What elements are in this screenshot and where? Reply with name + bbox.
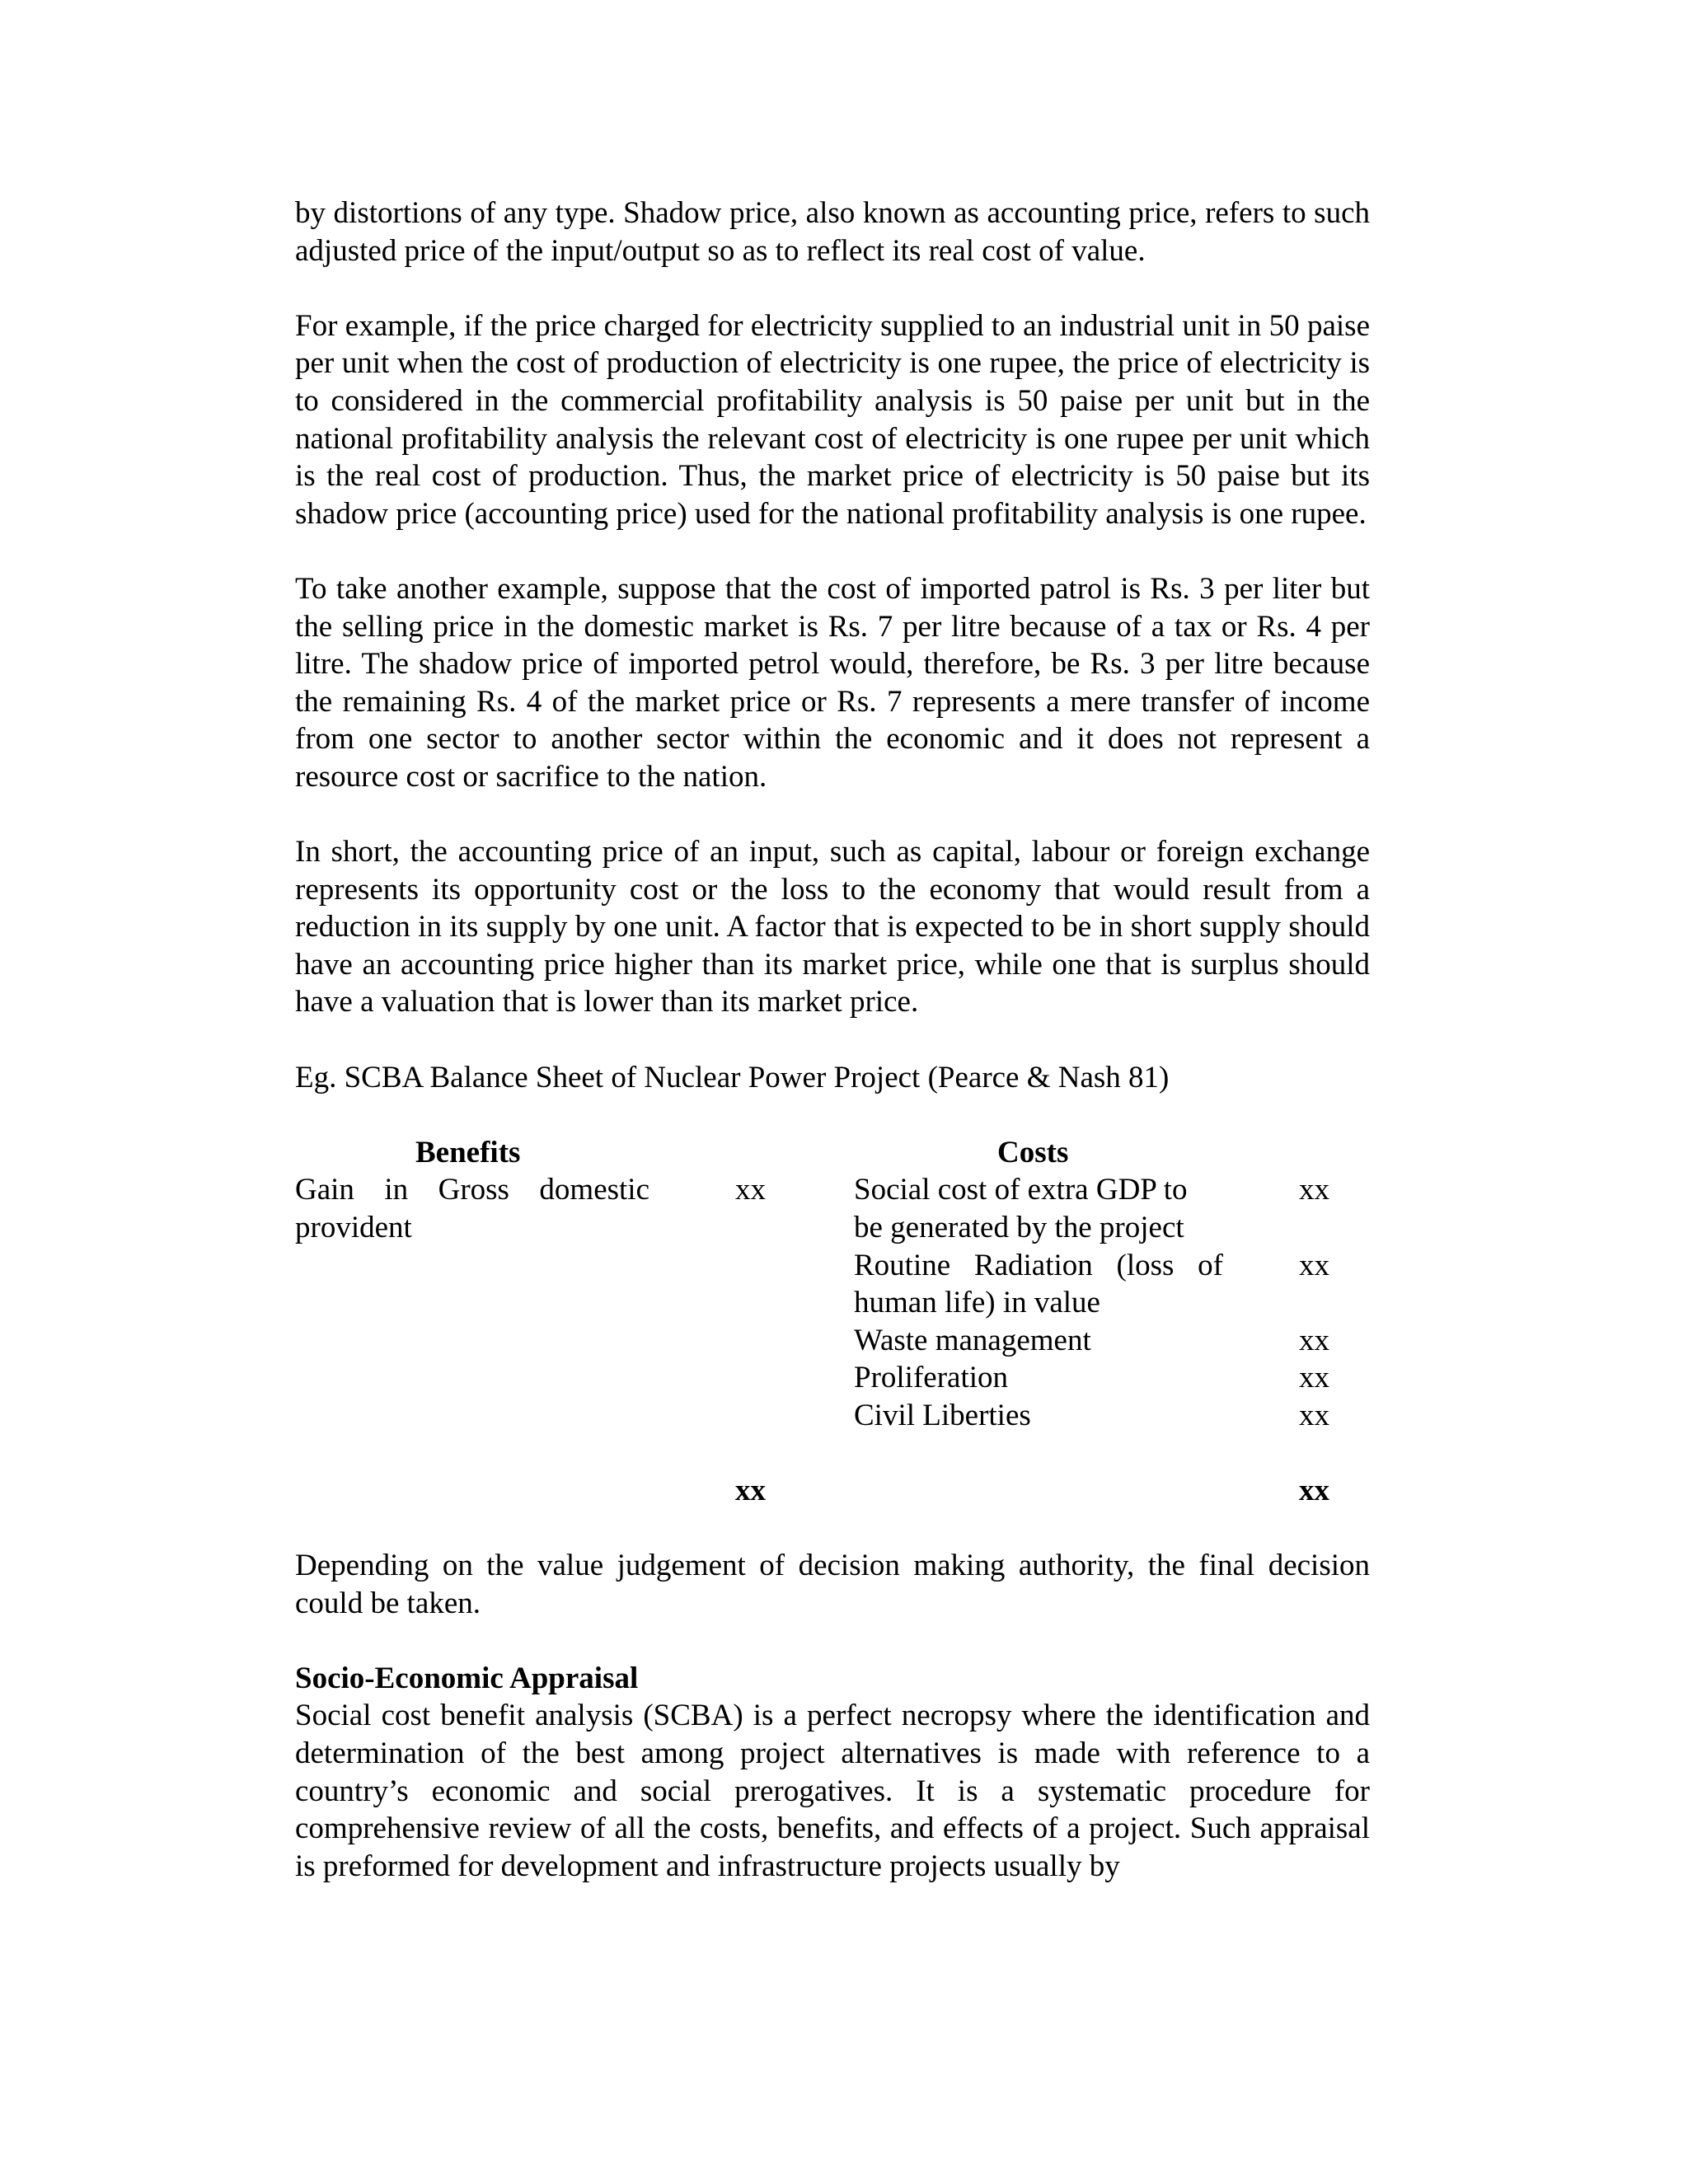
cost-item-social-cost-line1: Social cost of extra GDP to — [854, 1173, 1188, 1207]
cost-item-proliferation: Proliferation — [854, 1361, 1009, 1395]
cost-value-proliferation: xx — [1299, 1361, 1329, 1395]
paragraph-scba-definition: Social cost benefit analysis (SCBA) is a perfect necropsy where the identification and determination of the best among project alternatives is made with reference to a country’s economic and social prerogatives. It is a systematic procedure for comprehensive review of all the costs, benefits, and effects of a project. Such appraisal is preformed for development and infrastructure projects usually by — [295, 1699, 1370, 1883]
paragraph-electricity-example: For example, if the price charged for electricity supplied to an industrial unit in 50 paise per unit when the cost of production of electricity is one rupee, the price of electricity is to considered in the commercial profitability analysis is 50 paise per unit but in the national profitability analysis the relevant cost of electricity is one rupee per unit which is the real cost of production. Thus, the market price of electricity is 50 paise but its shadow price (accounting price) used for the national profitability analysis is one rupee. — [295, 308, 1370, 531]
paragraph-petrol-example: To take another example, suppose that the cost of imported patrol is Rs. 3 per liter but the selling price in the domestic market is Rs. 7 per litre because of a tax or Rs. 4 per litre. The shadow price of imported petrol would, therefore, be Rs. 3 per litre because the remaining Rs. 4 of the market price or Rs. 7 represents a mere transfer of income from one sector to another sector within the economic and it does not represent a resource cost or sacrifice to the nation. — [295, 571, 1370, 794]
cost-item-civil-liberties: Civil Liberties — [854, 1399, 1031, 1433]
benefit-item-line2: provident — [295, 1211, 412, 1245]
paragraph-accounting-price-summary: In short, the accounting price of an input, such as capital, labour or foreign exchange represents its opportunity cost or the loss to the economy that would result from a reduction in its supply by one unit. A factor that is expected to be in short supply should have an accounting price higher than its market price, while one that is surplus should have a valuation that is lower than its market price. — [295, 835, 1370, 1019]
document-page — [295, 194, 1370, 1885]
cost-value-civil-liberties: xx — [1299, 1399, 1329, 1433]
cost-item-social-cost-line2: be generated by the project — [854, 1211, 1184, 1245]
cost-item-radiation-line2: human life) in value — [854, 1286, 1100, 1320]
paragraph-shadow-price: by distortions of any type. Shadow price, also known as accounting price, refers to such adjusted price of the input/output so as to reflect its real cost of value. — [295, 196, 1370, 268]
cost-item-radiation-line1: Routine Radiation (loss of — [854, 1248, 1223, 1282]
section-heading: Socio-Economic Appraisal — [295, 1661, 639, 1695]
benefit-item-line1: Gain in Gross domestic — [295, 1173, 649, 1207]
benefits-total: xx — [735, 1473, 766, 1507]
balance-sheet-totals — [295, 1472, 1370, 1510]
paragraph-balance-sheet-caption: Eg. SCBA Balance Sheet of Nuclear Power Project (Pearce & Nash 81) — [295, 1060, 1170, 1094]
cost-value-social-cost: xx — [1299, 1173, 1329, 1207]
cost-value-waste-management: xx — [1299, 1323, 1329, 1357]
paragraph-final-decision: Depending on the value judgement of decision making authority, the final decision could be taken. — [295, 1549, 1370, 1620]
costs-total: xx — [1299, 1473, 1329, 1507]
benefit-value: xx — [735, 1173, 766, 1207]
cost-item-waste-management: Waste management — [854, 1323, 1091, 1357]
benefits-header: Benefits — [415, 1135, 521, 1169]
scba-balance-sheet — [295, 1134, 1370, 1472]
costs-header: Costs — [997, 1135, 1069, 1169]
cost-value-radiation: xx — [1299, 1248, 1329, 1282]
